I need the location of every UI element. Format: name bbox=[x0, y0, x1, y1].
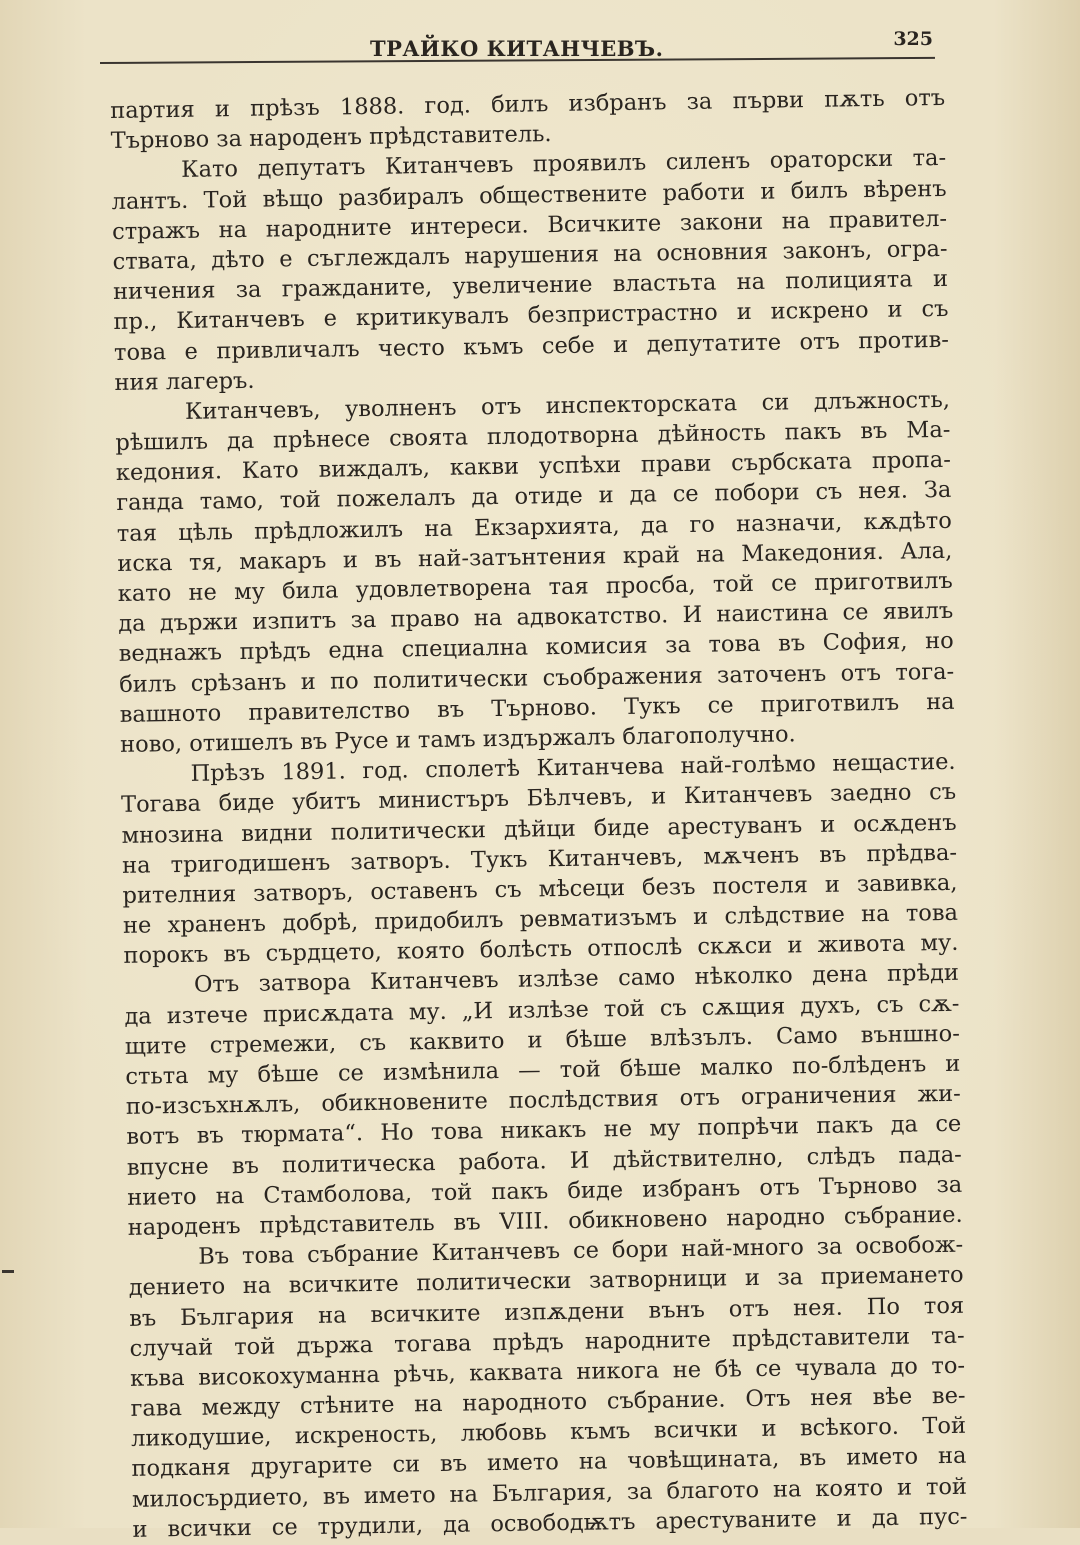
text-line: ликодушие, искреность, любовь къмъ всички и всѣкого. Той bbox=[130, 1412, 967, 1453]
text-line: дението на всичките политически затворници и за приемането bbox=[128, 1262, 964, 1302]
text-line: билъ срѣзанъ и по политически съображения заточенъ отъ тога- bbox=[119, 658, 955, 698]
text-line: партия и прѣзъ 1888. год. билъ избранъ за първи пѫть отъ bbox=[110, 84, 946, 124]
text-line: тая цѣль прѣдложилъ на Екзархията, да го назначи, кѫдѣто bbox=[116, 507, 952, 547]
margin-mark bbox=[2, 1270, 14, 1273]
text-line: Търново за народенъ прѣдставитель. bbox=[110, 121, 552, 155]
text-line: пр., Китанчевъ е критикувалъ безпристрастно и искрено и съ bbox=[113, 296, 949, 336]
text-line: ново, отишелъ въ Русе и тамъ издържалъ благополучно. bbox=[119, 721, 796, 758]
text-line: нието на Стамболова, той пакъ биде избранъ отъ Търново за bbox=[127, 1171, 963, 1211]
text-line: ничения за гражданите, увеличение властьта на полицията и bbox=[112, 265, 949, 306]
text-line: Китанчевъ, уволненъ отъ инспекторската си длъжность, bbox=[184, 386, 951, 425]
text-line: впусне въ политическа работа. И дѣйствително, слѣдъ пада- bbox=[126, 1141, 962, 1181]
text-line: Като депутатъ Китанчевъ проявилъ силенъ ораторски та- bbox=[180, 145, 947, 184]
text-line: порокъ въ сърдцето, която болѣсть отпослѣ скѫси и живота му. bbox=[123, 930, 959, 970]
text-line: да държи изпитъ за право на адвокатство. И наистина се явилъ bbox=[118, 598, 954, 638]
text-line: вотъ въ тюрмата“. Но това никакъ не му попрѣчи пакъ да се bbox=[126, 1111, 962, 1151]
text-line: народенъ прѣдставитель въ VIII. обикновено народно събрание. bbox=[127, 1201, 963, 1241]
text-line: ствата, дѣто е съглеждалъ нарушения на основния законъ, огра- bbox=[112, 235, 948, 275]
text-line: подканя другарите си въ името на човѣщината, въ името на bbox=[131, 1443, 967, 1483]
text-line: мнозина видни политически дѣйци биде арестуванъ и осѫденъ bbox=[121, 809, 957, 849]
text-line: въ България на всичките изпѫдени вънъ отъ нея. По тоя bbox=[128, 1292, 965, 1332]
running-title: ТРАЙКО КИТАНЧЕВЪ. bbox=[370, 36, 664, 61]
text-line: по-изсъхнѫлъ, обикновените послѣдствия отъ ограничения жи- bbox=[125, 1080, 961, 1121]
text-line: Прѣзъ 1891. год. сполетѣ Китанчева най-голѣмо нещастие. bbox=[190, 748, 956, 787]
text-line: случай той държа тогава прѣдъ народните прѣдставители та- bbox=[129, 1322, 965, 1362]
text-line: да изтече присѫдата му. „И излѣзе той съ сѫщия духъ, съ сѫ- bbox=[124, 990, 960, 1030]
text-line: веднажъ прѣдъ една специална комисия за това въ София, но bbox=[118, 628, 954, 668]
text-line: кедония. Като виждалъ, какви успѣхи прави сърбската пропа- bbox=[115, 447, 952, 487]
text-line: милосърдието, въ името на България, за благото на която и той bbox=[131, 1473, 968, 1513]
text-line: и всички се трудили, да освободѭтъ арестуваните и да пус- bbox=[132, 1503, 968, 1543]
text-line: щите стремежи, съ каквито и бѣше влѣзълъ. Само външно- bbox=[124, 1020, 961, 1060]
text-line: като не му била удовлетворена тая просба, той се приготвилъ bbox=[117, 567, 953, 607]
text-line: иска тя, макаръ и въ най-затънтения край на Македония. Ала, bbox=[117, 537, 953, 577]
text-line: къва високохуманна рѣчь, каквата никога не бѣ се чувала до то- bbox=[129, 1352, 966, 1392]
text-line: ния лагеръ. bbox=[114, 367, 255, 396]
text-line: рителния затворъ, оставенъ съ мѣсеци безъ постеля и завивка, bbox=[122, 869, 958, 909]
text-line: стражъ на народните интереси. Всичките закони на правител- bbox=[111, 205, 948, 245]
text-line: на тригодишенъ затворъ. Тукъ Китанчевъ, мѫченъ въ прѣдва- bbox=[121, 839, 958, 879]
text-line: Тогава биде убитъ министъръ Бѣлчевъ, и Китанчевъ заедно съ bbox=[120, 779, 957, 819]
text-line: гава между стѣните на народното събрание. Отъ нея вѣе ве- bbox=[130, 1382, 966, 1422]
text-line: лантъ. Той вѣщо разбиралъ обществените работи и билъ вѣренъ bbox=[111, 175, 947, 215]
text-line: ганда тамо, той пожелалъ да отиде и да се побори съ нея. За bbox=[116, 477, 952, 517]
running-header bbox=[100, 26, 935, 64]
text-line: Въ това събрание Китанчевъ се бори най-много за освобож- bbox=[198, 1231, 964, 1270]
body-text bbox=[110, 83, 968, 1545]
text-line: не храненъ добрѣ, придобилъ ревматизъмъ и слѣдствие на това bbox=[122, 899, 959, 939]
text-line: рѣшилъ да прѣнесе своята плодотворна дѣйность пакъ въ Ма- bbox=[115, 416, 951, 457]
text-line: Отъ затвора Китанчевъ излѣзе само нѣколко дена прѣди bbox=[193, 960, 960, 999]
text-line: вашното правителство въ Търново. Тукъ се приготвилъ на bbox=[119, 688, 955, 728]
text-line: стьта му бѣше се измѣнила — той бѣше малко по-блѣденъ и bbox=[125, 1050, 961, 1090]
page-number: 325 bbox=[893, 28, 933, 50]
text-line: това е привличалъ често къмъ себе и депутатите отъ против- bbox=[113, 326, 950, 366]
